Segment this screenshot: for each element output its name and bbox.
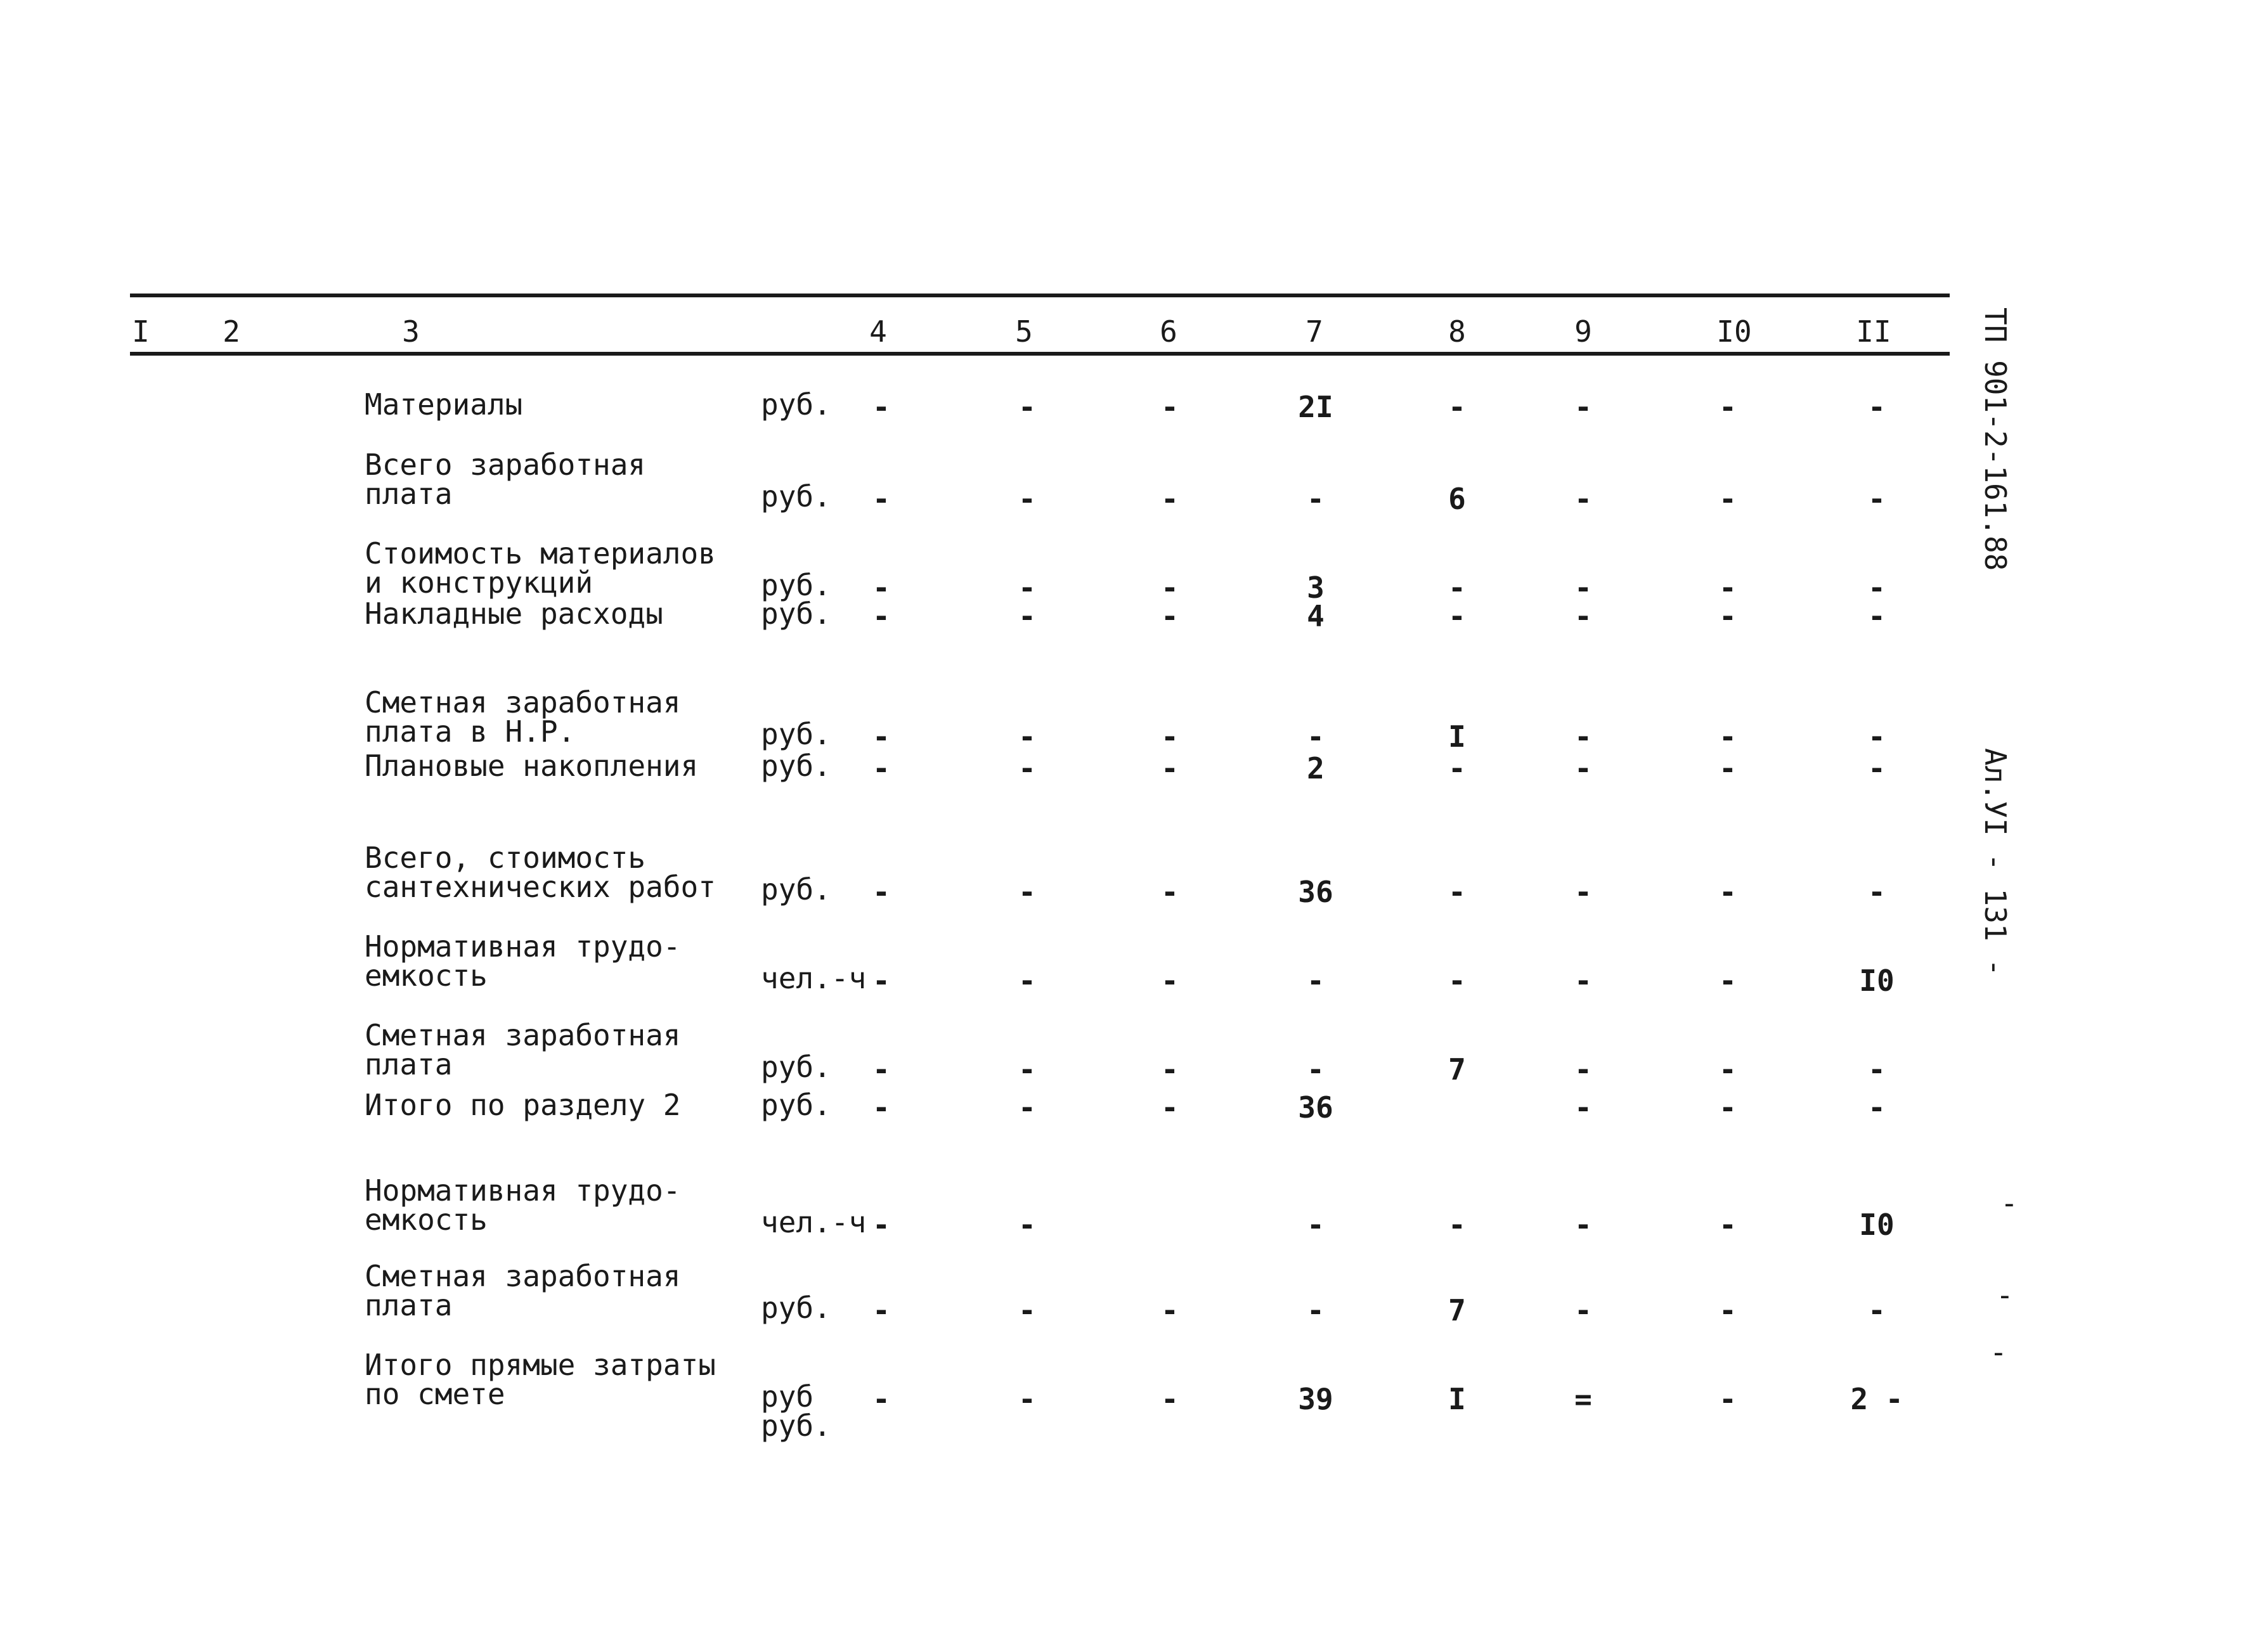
value-cell: - [1574, 964, 1592, 998]
row-unit: руб. [761, 597, 831, 631]
value-cell: - [1574, 1090, 1592, 1125]
value-cell: - [1161, 571, 1179, 605]
column-header: II [1856, 314, 1891, 349]
value-cell: - [1307, 1052, 1325, 1087]
value-cell: - [1018, 751, 1036, 785]
value-cell: - [1574, 571, 1592, 605]
row-label: Нормативная трудо- емкость [365, 929, 681, 993]
value-cell: 39 [1298, 1382, 1333, 1416]
value-cell: - [1161, 390, 1179, 424]
row-unit: руб. [761, 872, 831, 907]
row-label: Нормативная трудо- емкость [365, 1173, 681, 1237]
value-cell: 4 [1307, 599, 1325, 633]
row-label: Итого по разделу 2 [365, 1088, 681, 1122]
value-cell: = [1574, 1382, 1592, 1416]
row-label: Накладные расходы [365, 597, 663, 631]
value-cell: 6 [1448, 482, 1466, 516]
value-cell: - [1868, 571, 1886, 605]
value-cell: - [1448, 875, 1466, 909]
value-cell: - [872, 875, 890, 909]
value-cell: - [1448, 599, 1466, 633]
value-cell: - [1719, 571, 1737, 605]
value-cell: 2 - [1850, 1382, 1903, 1416]
value-cell: - [1868, 599, 1886, 633]
row-unit: руб. [761, 387, 831, 422]
value-cell: - [1719, 1208, 1737, 1242]
value-cell: - [1719, 720, 1737, 754]
value-cell: - [1574, 1052, 1592, 1087]
value-cell: 36 [1298, 875, 1333, 909]
value-cell: - [1018, 482, 1036, 516]
value-cell: - [872, 720, 890, 754]
value-cell: - [872, 751, 890, 785]
column-header: 7 [1306, 314, 1323, 349]
value-cell: - [1448, 964, 1466, 998]
value-cell: - [1018, 875, 1036, 909]
margin-mark: - [1990, 1335, 2007, 1369]
row-unit: чел.-ч [761, 1205, 867, 1239]
value-cell: - [1161, 1293, 1179, 1327]
column-header: 5 [1015, 314, 1033, 349]
row-unit: руб. [761, 1088, 831, 1122]
value-cell: - [1018, 599, 1036, 633]
row-label: Итого прямые затраты по смете [365, 1348, 716, 1411]
value-cell: - [872, 1208, 890, 1242]
row-unit: руб. [761, 568, 831, 602]
value-cell: - [1018, 720, 1036, 754]
row-unit: руб. [761, 717, 831, 751]
value-cell: - [1307, 720, 1325, 754]
value-cell: - [1307, 964, 1325, 998]
margin-mark: - [2000, 1186, 2018, 1220]
value-cell: - [1161, 599, 1179, 633]
value-cell: - [1018, 1293, 1036, 1327]
table-top-rule [130, 294, 1950, 297]
value-cell: - [872, 1052, 890, 1087]
value-cell: 7 [1448, 1293, 1466, 1327]
value-cell: - [872, 1382, 890, 1416]
value-cell: - [872, 482, 890, 516]
value-cell: - [1161, 720, 1179, 754]
row-unit: чел.-ч [761, 961, 867, 995]
value-cell: - [1161, 875, 1179, 909]
value-cell: - [872, 964, 890, 998]
value-cell: - [1307, 482, 1325, 516]
value-cell: - [1161, 482, 1179, 516]
value-cell: - [1574, 1293, 1592, 1327]
value-cell: - [872, 599, 890, 633]
value-cell: - [1161, 964, 1179, 998]
row-unit: руб. [761, 1291, 831, 1325]
value-cell: - [1719, 875, 1737, 909]
value-cell: I0 [1859, 1208, 1895, 1242]
row-label: Сметная заработная плата [365, 1018, 681, 1081]
value-cell: - [1719, 482, 1737, 516]
value-cell: - [1868, 875, 1886, 909]
margin-mark: - [1996, 1278, 2014, 1312]
value-cell: - [1574, 599, 1592, 633]
value-cell: - [872, 1090, 890, 1125]
row-unit: руб руб. [761, 1379, 831, 1443]
value-cell: - [1719, 1090, 1737, 1125]
value-cell: I [1448, 1382, 1466, 1416]
value-cell: - [1868, 482, 1886, 516]
row-label: Стоимость материалов и конструкций [365, 536, 716, 600]
value-cell: - [1448, 1208, 1466, 1242]
row-unit: руб. [761, 749, 831, 783]
value-cell: - [1574, 751, 1592, 785]
value-cell: - [1719, 751, 1737, 785]
row-unit: руб. [761, 1050, 831, 1084]
value-cell: 2 [1307, 751, 1325, 785]
value-cell: - [1868, 1293, 1886, 1327]
value-cell: - [1448, 390, 1466, 424]
column-header: 4 [869, 314, 887, 349]
value-cell: - [1018, 390, 1036, 424]
value-cell: - [1018, 1208, 1036, 1242]
value-cell: - [1448, 571, 1466, 605]
value-cell: - [1448, 751, 1466, 785]
value-cell: - [1018, 1382, 1036, 1416]
value-cell: - [1161, 751, 1179, 785]
column-header: 2 [223, 314, 240, 349]
value-cell: - [1018, 1090, 1036, 1125]
value-cell: 7 [1448, 1052, 1466, 1087]
value-cell: 2I [1298, 390, 1333, 424]
row-unit: руб. [761, 479, 831, 513]
value-cell: - [1868, 720, 1886, 754]
value-cell: - [1161, 1090, 1179, 1125]
document-code: ТП 901-2-161.88 [1978, 307, 2012, 571]
value-cell: - [1868, 390, 1886, 424]
value-cell: - [1018, 571, 1036, 605]
value-cell: I0 [1859, 964, 1895, 998]
value-cell: - [1868, 1052, 1886, 1087]
value-cell: - [1018, 1052, 1036, 1087]
value-cell: - [1868, 751, 1886, 785]
value-cell: - [1719, 1293, 1737, 1327]
value-cell: - [1161, 1052, 1179, 1087]
column-header: 6 [1160, 314, 1177, 349]
value-cell: - [1719, 599, 1737, 633]
value-cell: - [1574, 1208, 1592, 1242]
value-cell: - [1307, 1293, 1325, 1327]
value-cell: - [1018, 964, 1036, 998]
value-cell: - [1719, 964, 1737, 998]
value-cell: I [1448, 720, 1466, 754]
row-label: Материалы [365, 387, 523, 422]
row-label: Всего заработная плата [365, 448, 646, 511]
value-cell: - [1574, 875, 1592, 909]
column-header: I0 [1716, 314, 1752, 349]
column-header: 8 [1448, 314, 1466, 349]
row-label: Всего, стоимость сантехнических работ [365, 841, 716, 904]
sheet-number: Ал.УI - 131 - [1978, 748, 2012, 977]
value-cell: - [1161, 1382, 1179, 1416]
value-cell: - [1574, 720, 1592, 754]
column-header: I [132, 314, 150, 349]
value-cell: 36 [1298, 1090, 1333, 1125]
value-cell: - [1868, 1090, 1886, 1125]
value-cell: - [1574, 482, 1592, 516]
column-header: 3 [402, 314, 420, 349]
value-cell: - [1719, 390, 1737, 424]
value-cell: - [1574, 390, 1592, 424]
row-label: Сметная заработная плата [365, 1259, 681, 1322]
row-label: Плановые накопления [365, 749, 699, 783]
table-header-rule [130, 352, 1950, 356]
value-cell: - [1719, 1382, 1737, 1416]
value-cell: - [1307, 1208, 1325, 1242]
column-header: 9 [1574, 314, 1592, 349]
value-cell: - [1719, 1052, 1737, 1087]
value-cell: - [872, 390, 890, 424]
row-label: Сметная заработная плата в Н.Р. [365, 685, 681, 749]
value-cell: - [872, 571, 890, 605]
value-cell: 3 [1307, 571, 1325, 605]
value-cell: - [872, 1293, 890, 1327]
